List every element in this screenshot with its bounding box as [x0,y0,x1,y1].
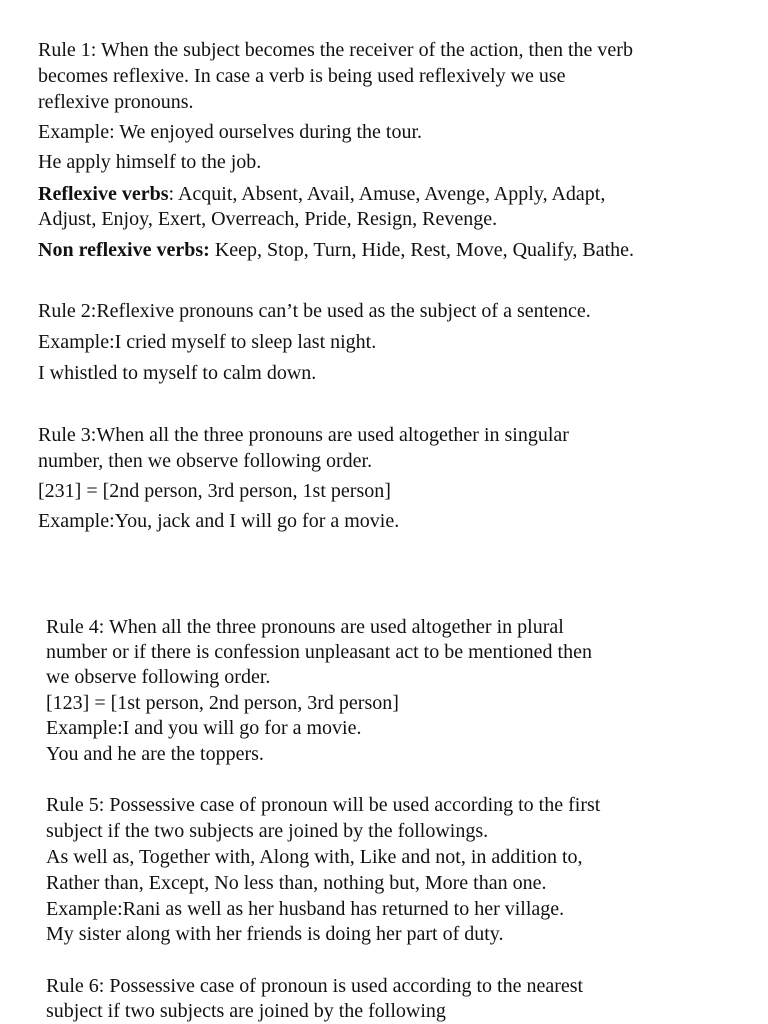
rule5-example2: My sister along with her friends is doing her part of duty. [46,923,504,945]
rule1-reflexive-verbs [38,181,605,207]
reflexive-verbs-label: Reflexive verbs [38,183,169,205]
rule2-example2: I whistled to myself to calm down. [38,362,317,384]
rule2-example1: Example:I cried myself to sleep last night. [38,331,377,353]
rule1-nonreflexive-verbs [38,237,634,263]
rule4-line1: Rule 4: When all the three pronouns are used altogether in plural [46,616,564,638]
rule4-example1: Example:I and you will go for a movie. [46,717,362,739]
rule6-line2: subject if two subjects are joined by the following [46,1000,446,1022]
rule4-line3: we observe following order. [46,666,271,688]
rule3-example1: Example:You, jack and I will go for a movie. [38,510,400,532]
rule3-line1: Rule 3:When all the three pronouns are used altogether in singular [38,424,569,446]
nonreflexive-verbs-list: Keep, Stop, Turn, Hide, Rest, Move, Qualify, Bathe. [209,239,635,261]
rule4-example2: You and he are the toppers. [46,743,264,765]
rule4-order: [123] = [1st person, 2nd person, 3rd person] [46,692,399,714]
reflexive-verbs-list-1: : Acquit, Absent, Avail, Amuse, Avenge, Apply, Adapt, [168,183,606,205]
rule5-line3: As well as, Together with, Along with, Like and not, in addition to, [46,846,583,868]
rule1-line2: becomes reflexive. In case a verb is being used reflexively we use [38,65,566,87]
rule1-example1: Example: We enjoyed ourselves during the tour. [38,121,423,143]
rule1-line3: reflexive pronouns. [38,91,194,113]
rule2-line1: Rule 2:Reflexive pronouns can’t be used as the subject of a sentence. [38,300,591,322]
rule4-line2: number or if there is confession unpleasant act to be mentioned then [46,641,592,663]
rule1-example2: He apply himself to the job. [38,151,262,173]
rule5-example1: Example:Rani as well as her husband has returned to her village. [46,898,565,920]
rule3-order: [231] = [2nd person, 3rd person, 1st person] [38,480,391,502]
rule3-line2: number, then we observe following order. [38,450,373,472]
nonreflexive-verbs-label: Non reflexive verbs: [38,239,210,261]
reflexive-verbs-list-2: Adjust, Enjoy, Exert, Overreach, Pride, Resign, Revenge. [38,208,498,230]
rule5-line2: subject if the two subjects are joined by the followings. [46,820,489,842]
rule5-line4: Rather than, Except, No less than, nothing but, More than one. [46,872,547,894]
rule6-line1: Rule 6: Possessive case of pronoun is used according to the nearest [46,975,584,997]
rule1-line1: Rule 1: When the subject becomes the receiver of the action, then the verb [38,39,633,61]
rule5-line1: Rule 5: Possessive case of pronoun will be used according to the first [46,794,601,816]
